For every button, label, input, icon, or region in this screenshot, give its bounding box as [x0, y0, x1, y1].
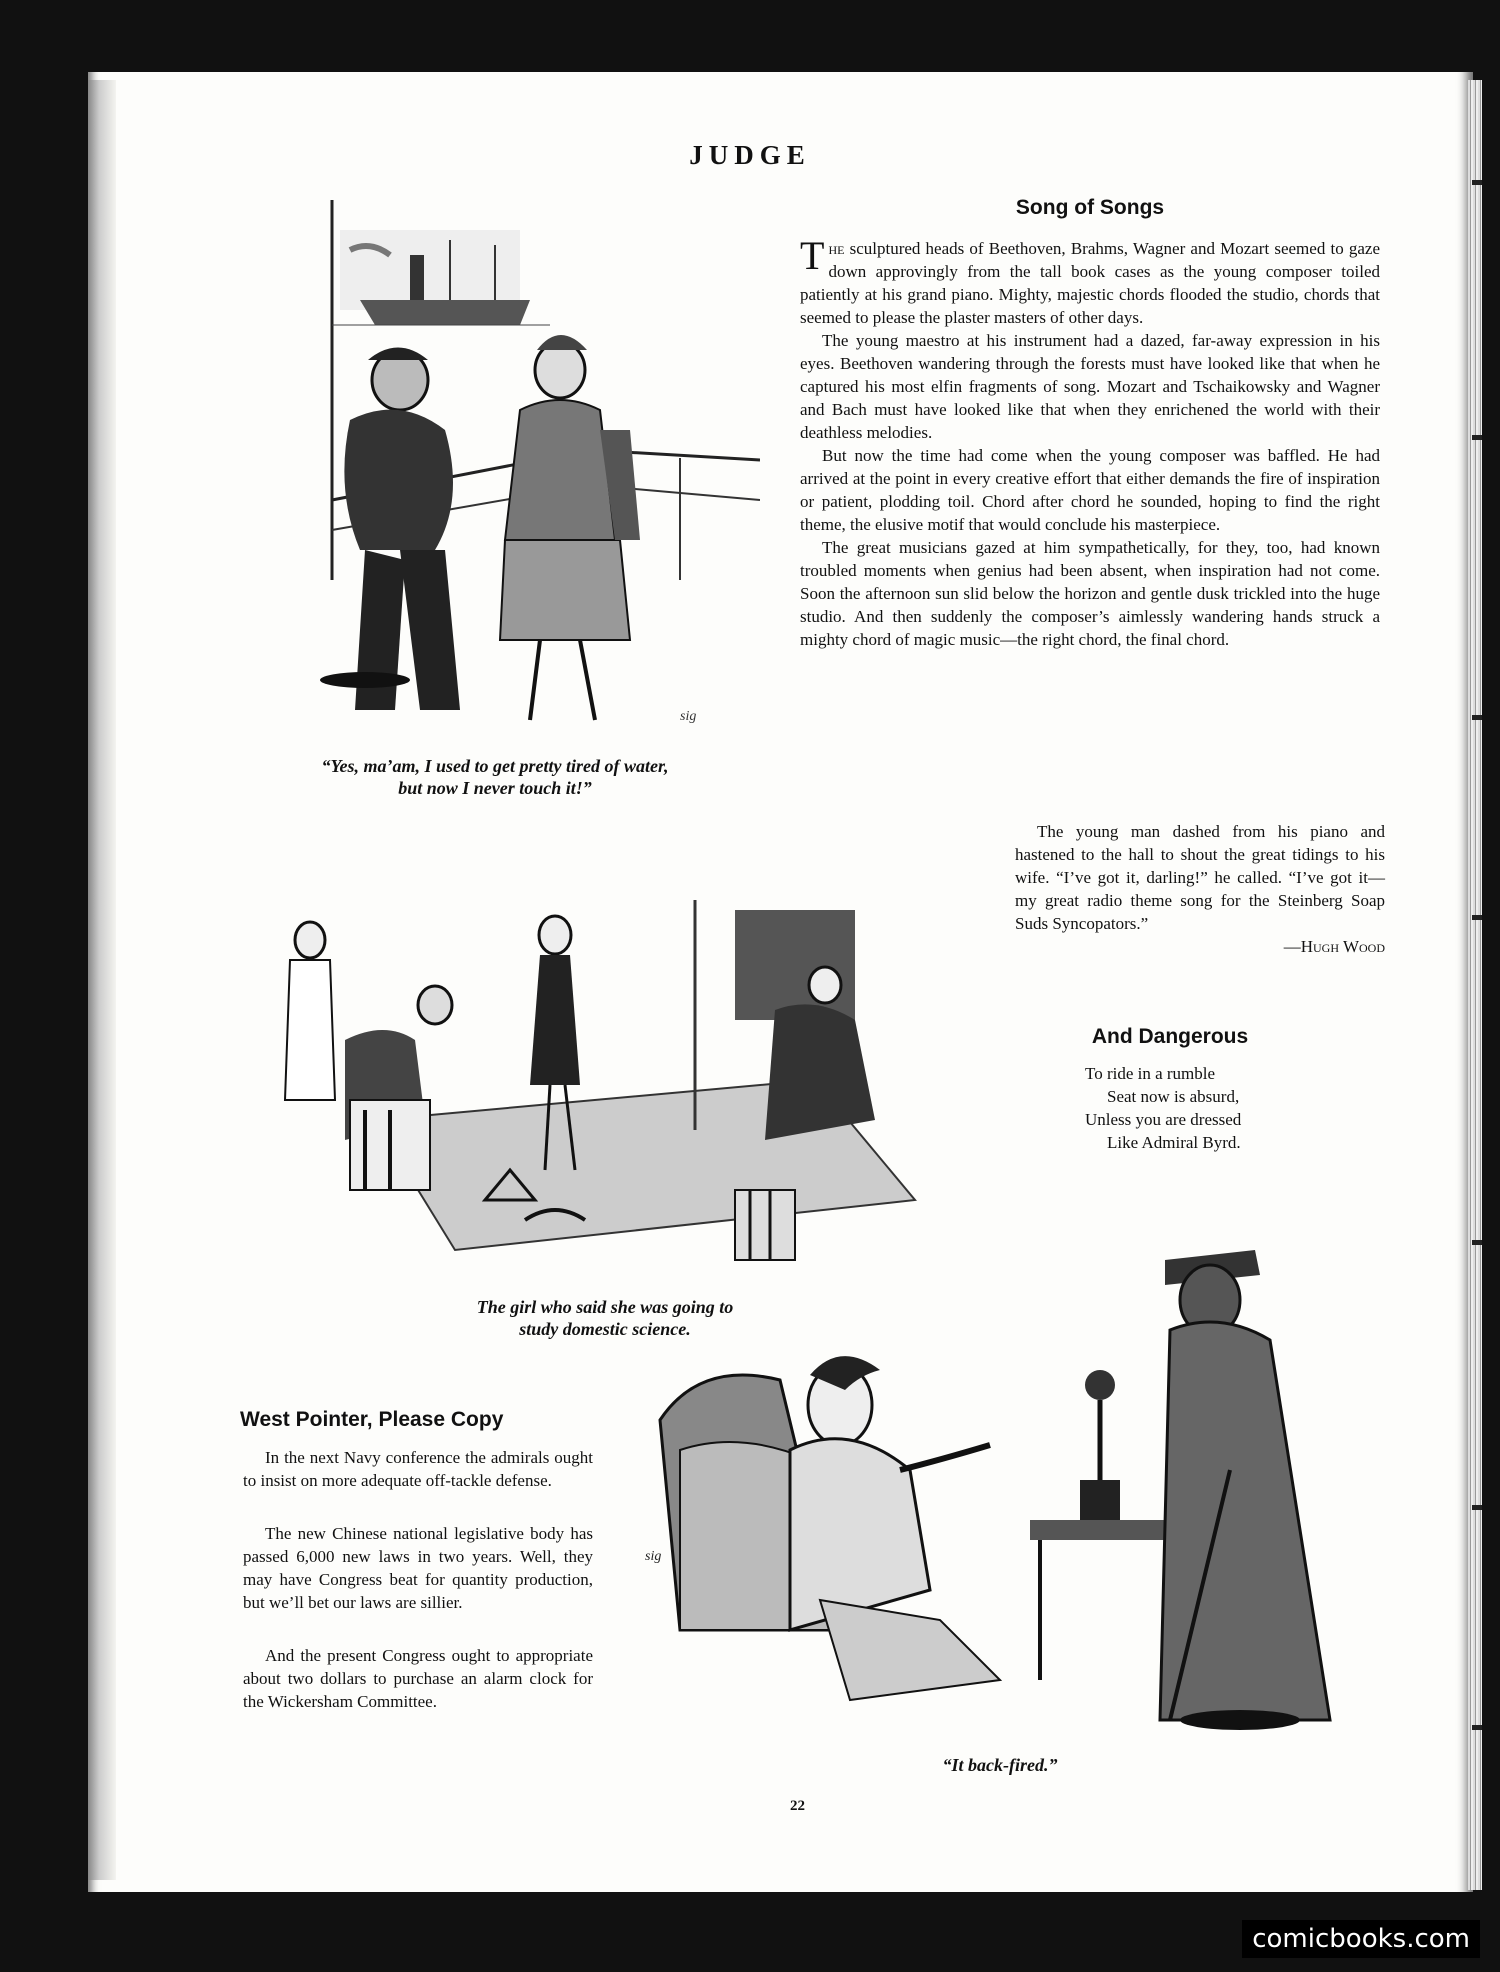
paragraph: The young man dashed from his piano and hastened to the hall to shout the great tidings to his wife. “I’ve got it, darling!” he called. “I’ve got it—my great radio theme song for the Steinberg Soap Suds Syncopators.”	[1015, 822, 1385, 933]
article-body-continued	[1015, 820, 1385, 958]
drop-cap: T	[800, 233, 825, 278]
svg-text:sig: sig	[680, 709, 697, 724]
cartoon-3-caption: “It back-fired.”	[942, 1755, 1058, 1775]
article-title: Song of Songs	[1015, 196, 1165, 219]
cartoon-ship-deck-illustration	[250, 200, 760, 750]
caption-line: but now I never touch it!”	[398, 778, 592, 798]
poem-title: And Dangerous	[1091, 1025, 1249, 1048]
paragraph: The great musicians gazed at him sympathetically, for they, too, had known troubled moments when genius had been absent, when inspiration had not come. Soon the afternoon sun slid below the horizon and gentle dusk trickled into the huge studio. And then suddenly the composer’s aimlessly wandering hands struck a mighty chord of magic music—the right chord, the final chord.	[800, 538, 1380, 649]
paragraph: The young maestro at his instrument had a dazed, far-away expression in his eyes. Beethoven wandering through the forests must have looked like that when he captured his most elfin fragments of song. Mozart and Tschaikowsky and Wagner and Bach must have looked like that when they enrichened the world with their deathless melodies.	[800, 331, 1380, 442]
poem-body	[1085, 1062, 1365, 1154]
paragraph: The new Chinese national legislative body has passed 6,000 new laws in two years. Well, they may have Congress beat for quantity production, but we’ll bet our laws are sillier.	[243, 1524, 593, 1612]
poem-line: To ride in a rumble	[1085, 1064, 1216, 1083]
paragraph: But now the time had come when the young composer was baffled. He had arrived at the point in every creative effort that either demands the fire of inspiration or patient, plodding toil. Chord after chord he sounded, hoping to find the right theme, the elusive motif that would conclude his masterpiece.	[800, 446, 1380, 534]
binding-marks	[1472, 160, 1482, 1880]
poem-line: Like Admiral Byrd.	[1107, 1133, 1241, 1152]
author: —Hugh Wood	[1283, 937, 1385, 956]
section-title: West Pointer, Please Copy	[240, 1408, 504, 1431]
page-number: 22	[790, 1798, 805, 1814]
poem-line: Seat now is absurd,	[1107, 1087, 1240, 1106]
cartoon-backfired-illustration	[640, 1220, 1380, 1750]
svg-text:sig: sig	[645, 1549, 662, 1564]
paragraph: The sculptured heads of Beethoven, Brahms, Wagner and Mozart seemed to gaze down approvingly from the tall book cases as the young composer toiled patiently at his grand piano. Mighty, majestic chords flooded the studio, chords that seemed to please the plaster masters of other days.	[800, 233, 1380, 327]
caption-line: “Yes, ma’am, I used to get pretty tired of water,	[321, 756, 669, 776]
page-binding-shadow	[88, 80, 116, 1880]
paragraph: In the next Navy conference the admirals ought to insist on more adequate off-tackle defense.	[243, 1448, 593, 1490]
poem-line: Unless you are dressed	[1085, 1110, 1242, 1129]
caption-line: The girl who said she was going to	[476, 1297, 734, 1317]
watermark: comicbooks.com	[1242, 1920, 1480, 1958]
caption-line: study domestic science.	[519, 1319, 691, 1339]
article-body	[800, 233, 1380, 651]
paragraph: And the present Congress ought to appropriate about two dollars to purchase an alarm clock for the Wickersham Committee.	[243, 1646, 593, 1711]
section-body	[243, 1446, 593, 1713]
masthead: JUDGE	[689, 140, 811, 170]
cartoon-1-caption	[230, 755, 760, 799]
